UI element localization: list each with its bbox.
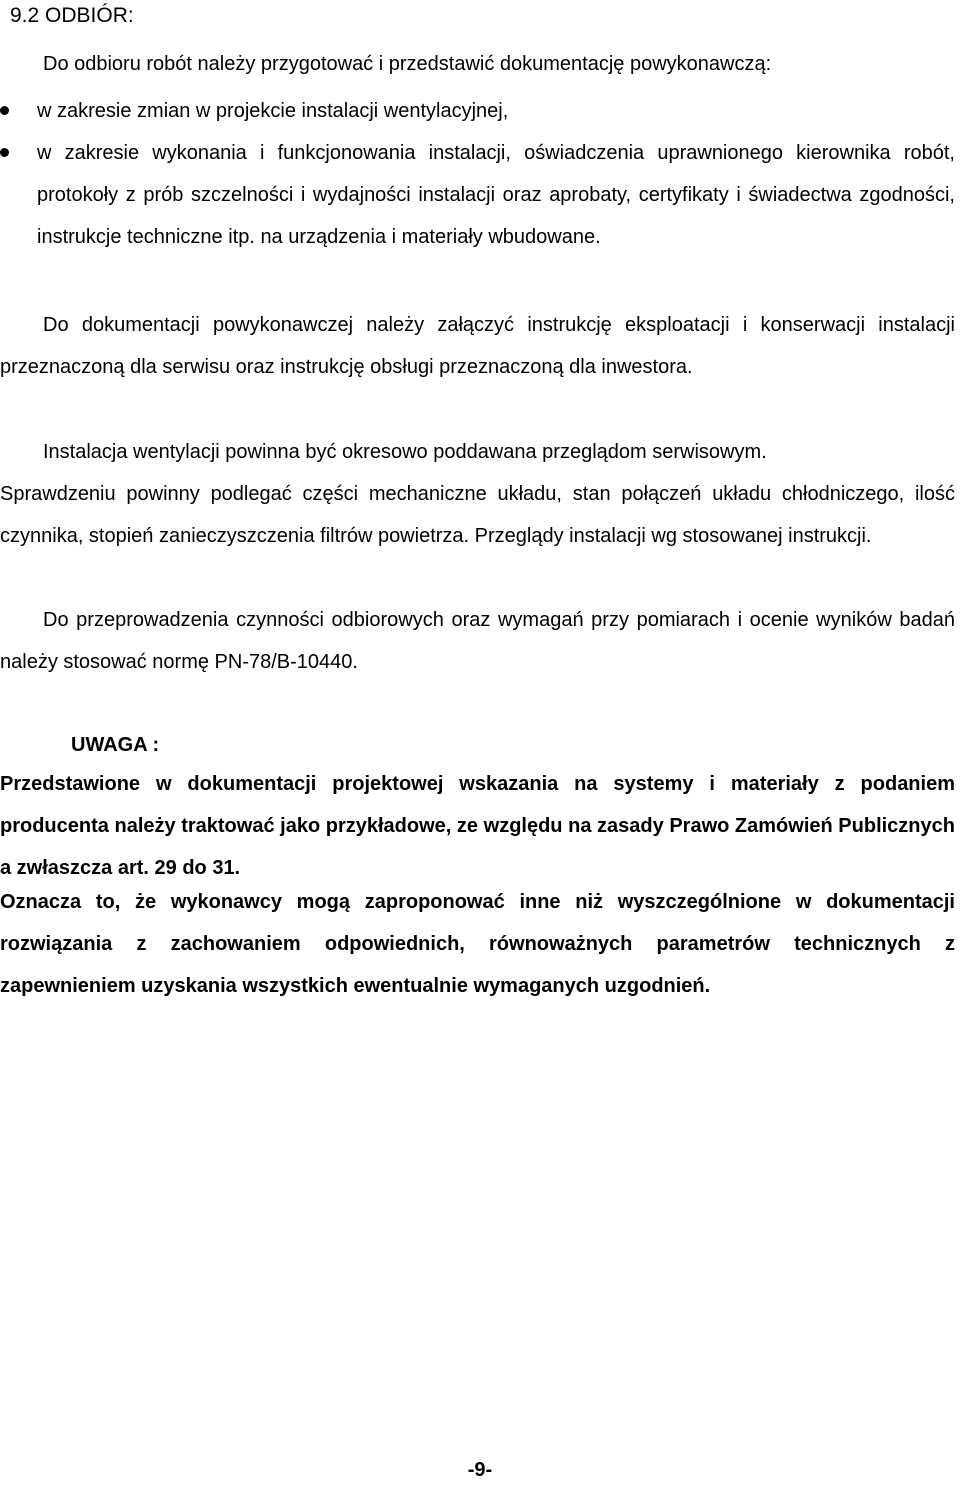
- bullet-icon: [0, 106, 9, 115]
- bullet-icon: [0, 148, 9, 157]
- note-label: UWAGA :: [71, 734, 160, 756]
- list-item-text: w zakresie zmian w projekcie instalacji wentylacyjnej,: [37, 100, 509, 122]
- intro-paragraph: Do odbioru robót należy przygotować i przedstawić dokumentację powykonawczą:: [43, 53, 772, 75]
- list-item: [0, 90, 955, 132]
- paragraph-inspection: Instalacja wentylacji powinna być okresowo poddawana przeglądom serwisowym.: [43, 441, 767, 463]
- paragraph-documentation: Do dokumentacji powykonawczej należy załączyć instrukcję eksploatacji i konserwacji instalacji przeznaczoną dla serwisu oraz instrukcję obsługi przeznaczoną dla inwestora.: [0, 314, 955, 378]
- list-item: [0, 132, 955, 258]
- list-item-text: w zakresie wykonania i funkcjonowania instalacji, oświadczenia uprawnionego kierownika robót, protokoły z prób szczelności i wydajności instalacji oraz aprobaty, certyfikaty i świadectwa zgodności, instrukcje techniczne itp. na urządzenia i materiały wbudowane.: [37, 142, 955, 248]
- note-paragraph: Przedstawione w dokumentacji projektowej wskazania na systemy i materiały z podaniem producenta należy traktować jako przykładowe, ze względu na zasady Prawo Zamówień Publicznych a zwłaszcza art. 29 do 31.: [0, 773, 955, 879]
- paragraph-acceptance-standard: Do przeprowadzenia czynności odbiorowych oraz wymagań przy pomiarach i ocenie wyników badań należy stosować normę PN-78/B-10440.: [0, 609, 955, 673]
- section-heading: 9.2 ODBIÓR:: [10, 4, 134, 27]
- paragraph-checks: Sprawdzeniu powinny podlegać części mechaniczne układu, stan połączeń układu chłodniczego, ilość czynnika, stopień zanieczyszczenia filtrów powietrza. Przeglądy instalacji wg stosowanej instrukcji.: [0, 483, 955, 547]
- page-number: -9-: [467, 1459, 493, 1481]
- bullet-list: [0, 90, 955, 258]
- note-paragraph: Oznacza to, że wykonawcy mogą zaproponować inne niż wyszczególnione w dokumentacji rozwiązania z zachowaniem odpowiednich, równoważnych parametrów technicznych z zapewnieniem uzyskania wszystkich ewentualnie wymaganych uzgodnień.: [0, 891, 955, 997]
